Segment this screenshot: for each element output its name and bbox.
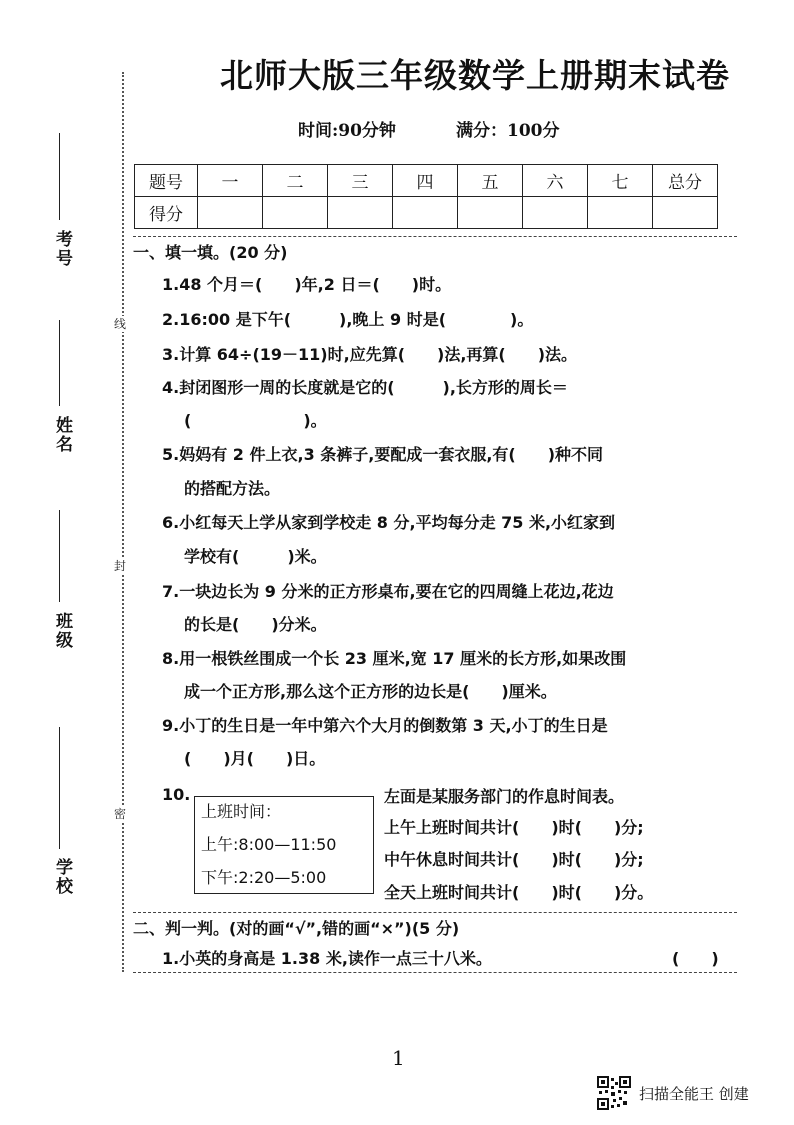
question-number: 1. [162, 275, 180, 294]
exam-time: 时间:90分钟 [298, 121, 396, 141]
question-number: 10. [162, 785, 191, 804]
table-cell: 二 [263, 165, 328, 197]
question-item [162, 942, 492, 975]
score-table-score-row [135, 197, 718, 229]
school-blank [59, 727, 60, 849]
score-cell[interactable] [198, 197, 263, 229]
question-text: 48 个月＝( )年,2 日＝( )时。 [179, 275, 452, 294]
question-text: 16:00 是下午( ),晚上 9 时是( )。 [179, 310, 534, 329]
question-item [162, 371, 568, 404]
question-number: 3. [162, 345, 180, 364]
section-divider [133, 236, 737, 237]
question-item [162, 506, 615, 539]
school-label: 学校 [52, 858, 72, 896]
table-cell: 五 [458, 165, 523, 197]
schedule-box [194, 796, 374, 894]
score-cell[interactable] [458, 197, 523, 229]
score-cell[interactable] [328, 197, 393, 229]
question-item [162, 303, 533, 336]
question-item [162, 268, 451, 301]
question-text-continued: ( )月( )日。 [184, 749, 326, 768]
answer-bracket: ( ) [672, 949, 719, 968]
full-score: 满分：100分 [456, 121, 560, 141]
exam-number-blank [59, 133, 60, 220]
question-text-continued: 成一个正方形,那么这个正方形的边长是( )厘米。 [184, 682, 557, 701]
class-label: 班级 [52, 612, 72, 650]
question-number: 9. [162, 716, 180, 735]
page-number: 1 [392, 1046, 405, 1070]
table-cell: 七 [588, 165, 653, 197]
section-title: 二、判一判。(对的画“√”,错的画“×”)(5 分) [133, 919, 460, 938]
score-table-header-row [135, 165, 718, 197]
qr-code-icon [597, 1076, 631, 1110]
question-text: 用一根铁丝围成一个长 23 厘米,宽 17 厘米的长方形,如果改围 [179, 649, 627, 668]
question-number: 5. [162, 445, 180, 464]
question-text: 左面是某服务部门的作息时间表。 [384, 787, 625, 806]
question-text-continued: 学校有( )米。 [184, 547, 327, 566]
question-number: 1. [162, 949, 180, 968]
question-item [162, 709, 608, 742]
binding-dotted-line [122, 72, 124, 972]
score-cell[interactable] [588, 197, 653, 229]
schedule-heading: 上班时间： [201, 802, 282, 821]
question-text: 一块边长为 9 分米的正方形桌布,要在它的四周缝上花边,花边 [179, 582, 614, 601]
schedule-morning: 上午:8:00—11:50 [201, 835, 337, 854]
table-cell: 六 [523, 165, 588, 197]
score-cell[interactable] [263, 197, 328, 229]
question-item [162, 338, 577, 371]
score-cell[interactable] [523, 197, 588, 229]
score-table [134, 164, 718, 229]
seal-mark-line: 线 [114, 317, 127, 331]
question-number: 6. [162, 513, 180, 532]
question-text-continued: ( )。 [184, 411, 327, 430]
question-text-continued: 的长是( )分米。 [184, 615, 327, 634]
score-cell[interactable] [393, 197, 458, 229]
section-divider [133, 972, 737, 973]
table-cell: 三 [328, 165, 393, 197]
seal-mark-seal: 封 [114, 559, 127, 573]
table-cell: 一 [198, 165, 263, 197]
question-item [162, 438, 603, 471]
question-number: 7. [162, 582, 180, 601]
question-text: 小英的身高是 1.38 米,读作一点三十八米。 [179, 949, 492, 968]
score-cell[interactable] [653, 197, 718, 229]
page-title: 北师大版三年级数学上册期末试卷 [220, 56, 730, 95]
name-label: 姓名 [52, 416, 72, 454]
class-blank [59, 510, 60, 602]
question-number: 4. [162, 378, 180, 397]
table-cell: 总分 [653, 165, 718, 197]
table-cell: 题号 [135, 165, 198, 197]
question-item [162, 575, 614, 608]
table-cell: 得分 [135, 197, 198, 229]
question-number: 2. [162, 310, 180, 329]
question-text: 中午休息时间共计( )时( )分; [384, 850, 644, 869]
question-item [162, 642, 626, 675]
question-text: 小丁的生日是一年中第六个大月的倒数第 3 天,小丁的生日是 [179, 716, 608, 735]
question-text: 妈妈有 2 件上衣,3 条裤子,要配成一套衣服,有( )种不同 [179, 445, 604, 464]
question-text-continued: 的搭配方法。 [184, 479, 281, 498]
section-divider [133, 912, 737, 913]
name-blank [59, 320, 60, 406]
table-cell: 四 [393, 165, 458, 197]
question-text: 计算 64÷(19－11)时,应先算( )法,再算( )法。 [179, 345, 578, 364]
seal-mark-secret: 密 [114, 807, 127, 821]
schedule-afternoon: 下午:2:20—5:00 [201, 868, 327, 887]
question-text: 全天上班时间共计( )时( )分。 [384, 883, 654, 902]
question-text: 封闭图形一周的长度就是它的( ),长方形的周长＝ [179, 378, 568, 397]
section-title: 一、填一填。(20 分) [133, 243, 288, 262]
question-number: 8. [162, 649, 180, 668]
question-text: 小红每天上学从家到学校走 8 分,平均每分走 75 米,小红家到 [179, 513, 616, 532]
exam-number-label: 考号 [52, 230, 72, 268]
scanner-brand: 扫描全能王 创建 [639, 1085, 749, 1103]
question-text: 上午上班时间共计( )时( )分; [384, 818, 644, 837]
